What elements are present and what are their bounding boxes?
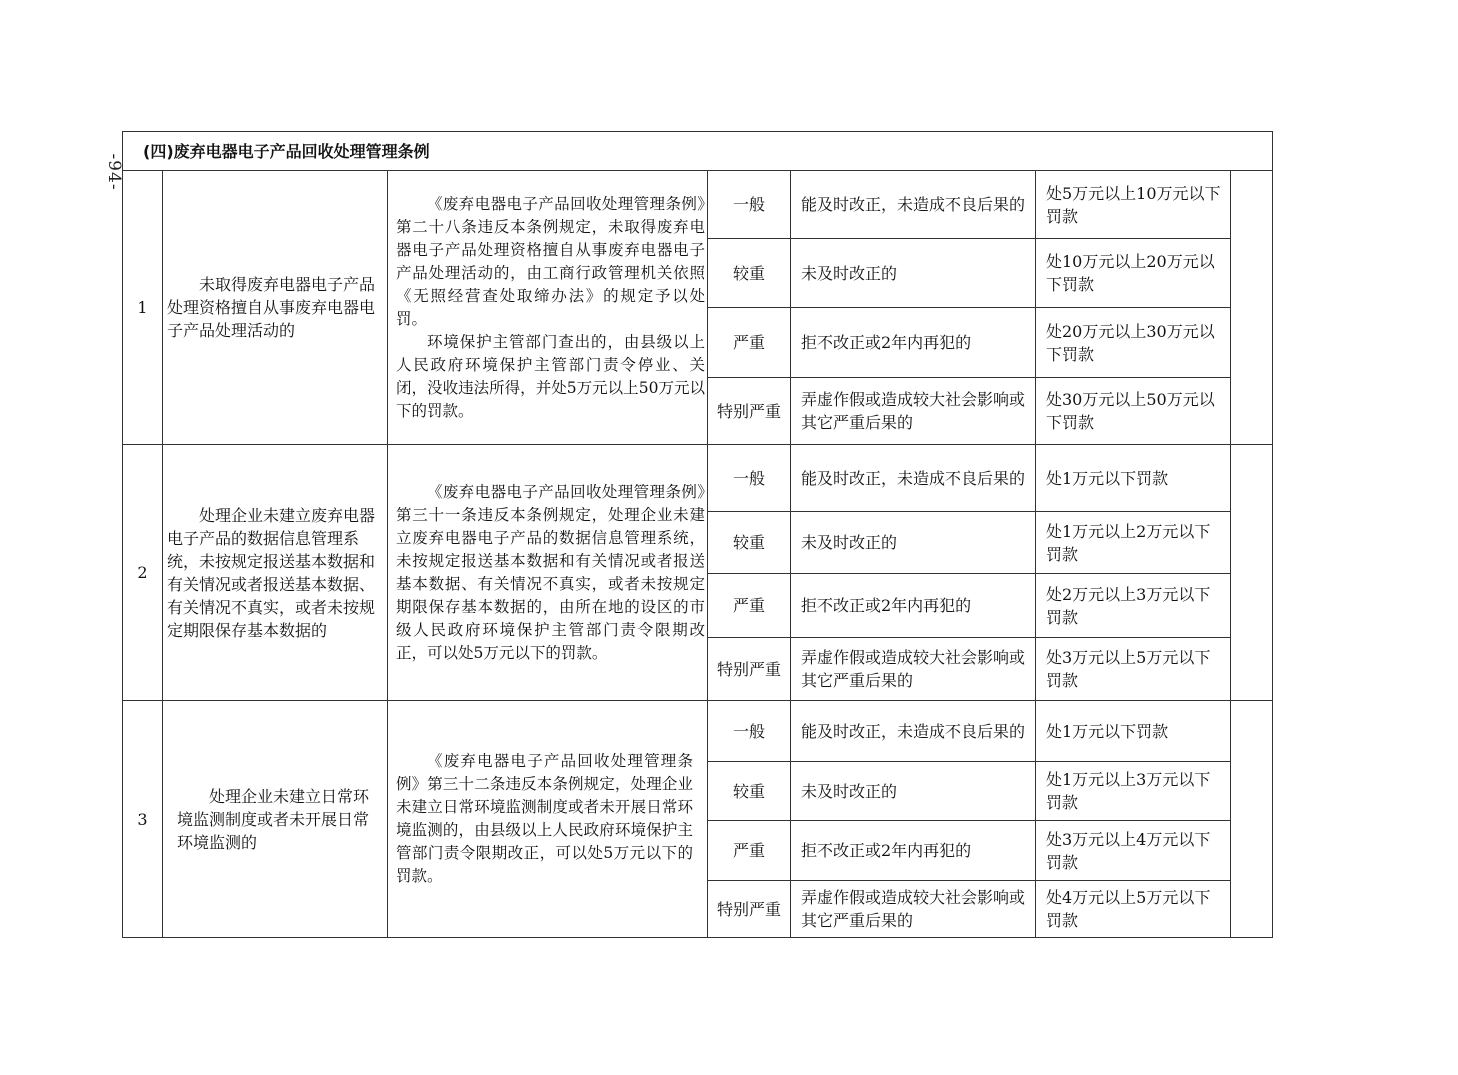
row-number: 1 [123,171,163,445]
degree-level: 较重 [708,762,791,821]
penalty-amount: 处20万元以上30万元以下罚款 [1036,308,1231,378]
legal-basis-paragraph: 《废弃电器电子产品回收处理管理条例》第三十一条违反本条例规定，处理企业未建立废弃电器电子产品的数据信息管理系统，未按规定报送基本数据和有关情况或者报送基本数据、有关情况不真实，或者未按规定期限保存基本数据的，由所在地的设区的市级人民政府环境保护主管部门责令限期改正，可以处5万元以下的罚款。 [396,482,705,662]
penalty-amount: 处2万元以上3万元以下罚款 [1036,574,1231,638]
degree-level: 严重 [708,574,791,638]
situation-description: 弄虚作假或造成较大社会影响或其它严重后果的 [791,378,1036,445]
degree-level: 一般 [708,445,791,512]
degree-level: 特别严重 [708,881,791,938]
legal-basis [388,445,708,701]
situation-description: 未及时改正的 [791,239,1036,308]
penalty-amount: 处10万元以上20万元以下罚款 [1036,239,1231,308]
violation-description [163,701,388,938]
degree-level: 特别严重 [708,378,791,445]
penalty-amount: 处3万元以上5万元以下罚款 [1036,638,1231,701]
degree-level: 特别严重 [708,638,791,701]
situation-description: 拒不改正或2年内再犯的 [791,574,1036,638]
penalty-amount: 处5万元以上10万元以下罚款 [1036,171,1231,239]
violation-description [163,171,388,445]
section-title: (四)废弃电器电子产品回收处理管理条例 [123,132,1273,171]
penalty-amount: 处4万元以上5万元以下罚款 [1036,881,1231,938]
row-number: 2 [123,445,163,701]
penalty-amount: 处1万元以下罚款 [1036,445,1231,512]
situation-description: 未及时改正的 [791,512,1036,574]
violation-description [163,445,388,701]
situation-description: 弄虚作假或造成较大社会影响或其它严重后果的 [791,881,1036,938]
degree-level: 严重 [708,308,791,378]
degree-level: 较重 [708,512,791,574]
notes-cell [1231,171,1273,445]
notes-cell [1231,701,1273,938]
legal-basis [388,171,708,445]
violation-text: 处理企业未建立废弃电器电子产品的数据信息管理系统，未按规定报送基本数据和有关情况或者报送基本数据、有关情况不真实，或者未按规定期限保存基本数据的 [167,505,376,640]
penalty-amount: 处1万元以上2万元以下罚款 [1036,512,1231,574]
penalty-table [122,131,1273,938]
penalty-amount: 处3万元以上4万元以下罚款 [1036,821,1231,881]
situation-description: 未及时改正的 [791,762,1036,821]
penalty-amount: 处1万元以下罚款 [1036,701,1231,762]
degree-level: 严重 [708,821,791,881]
section-title-row [123,132,1273,171]
penalty-amount: 处1万元以上3万元以下罚款 [1036,762,1231,821]
degree-level: 一般 [708,171,791,239]
table-row [123,701,1273,762]
degree-level: 一般 [708,701,791,762]
notes-cell [1231,445,1273,701]
legal-basis [388,701,708,938]
table-row [123,445,1273,512]
situation-description: 拒不改正或2年内再犯的 [791,821,1036,881]
penalty-amount: 处30万元以上50万元以下罚款 [1036,378,1231,445]
legal-basis-paragraph: 环境保护主管部门查出的，由县级以上人民政府环境保护主管部门责令停业、关闭，没收违法所得，并处5万元以上50万元以下的罚款。 [396,332,705,420]
situation-description: 能及时改正，未造成不良后果的 [791,171,1036,239]
legal-basis-paragraph: 《废弃电器电子产品回收处理管理条例》第三十二条违反本条例规定，处理企业未建立日常环境监测制度或者未开展日常环境监测的，由县级以上人民政府环境保护主管部门责令限期改正，可以处5万元以下的罚款。 [396,752,693,885]
legal-basis-paragraph: 《废弃电器电子产品回收处理管理条例》第二十八条违反本条例规定，未取得废弃电器电子产品处理资格擅自从事废弃电器电子产品处理活动的，由工商行政管理机关依照《无照经营查处取缔办法》的规定予以处罚。 [396,194,705,328]
situation-description: 拒不改正或2年内再犯的 [791,308,1036,378]
violation-text: 处理企业未建立日常环境监测制度或者未开展日常环境监测的 [177,786,370,852]
situation-description: 能及时改正，未造成不良后果的 [791,701,1036,762]
page-number: -94- [104,153,124,191]
violation-text: 未取得废弃电器电子产品处理资格擅自从事废弃电器电子产品处理活动的 [167,275,376,340]
situation-description: 能及时改正，未造成不良后果的 [791,445,1036,512]
situation-description: 弄虚作假或造成较大社会影响或其它严重后果的 [791,638,1036,701]
row-number: 3 [123,701,163,938]
table-row [123,171,1273,239]
degree-level: 较重 [708,239,791,308]
